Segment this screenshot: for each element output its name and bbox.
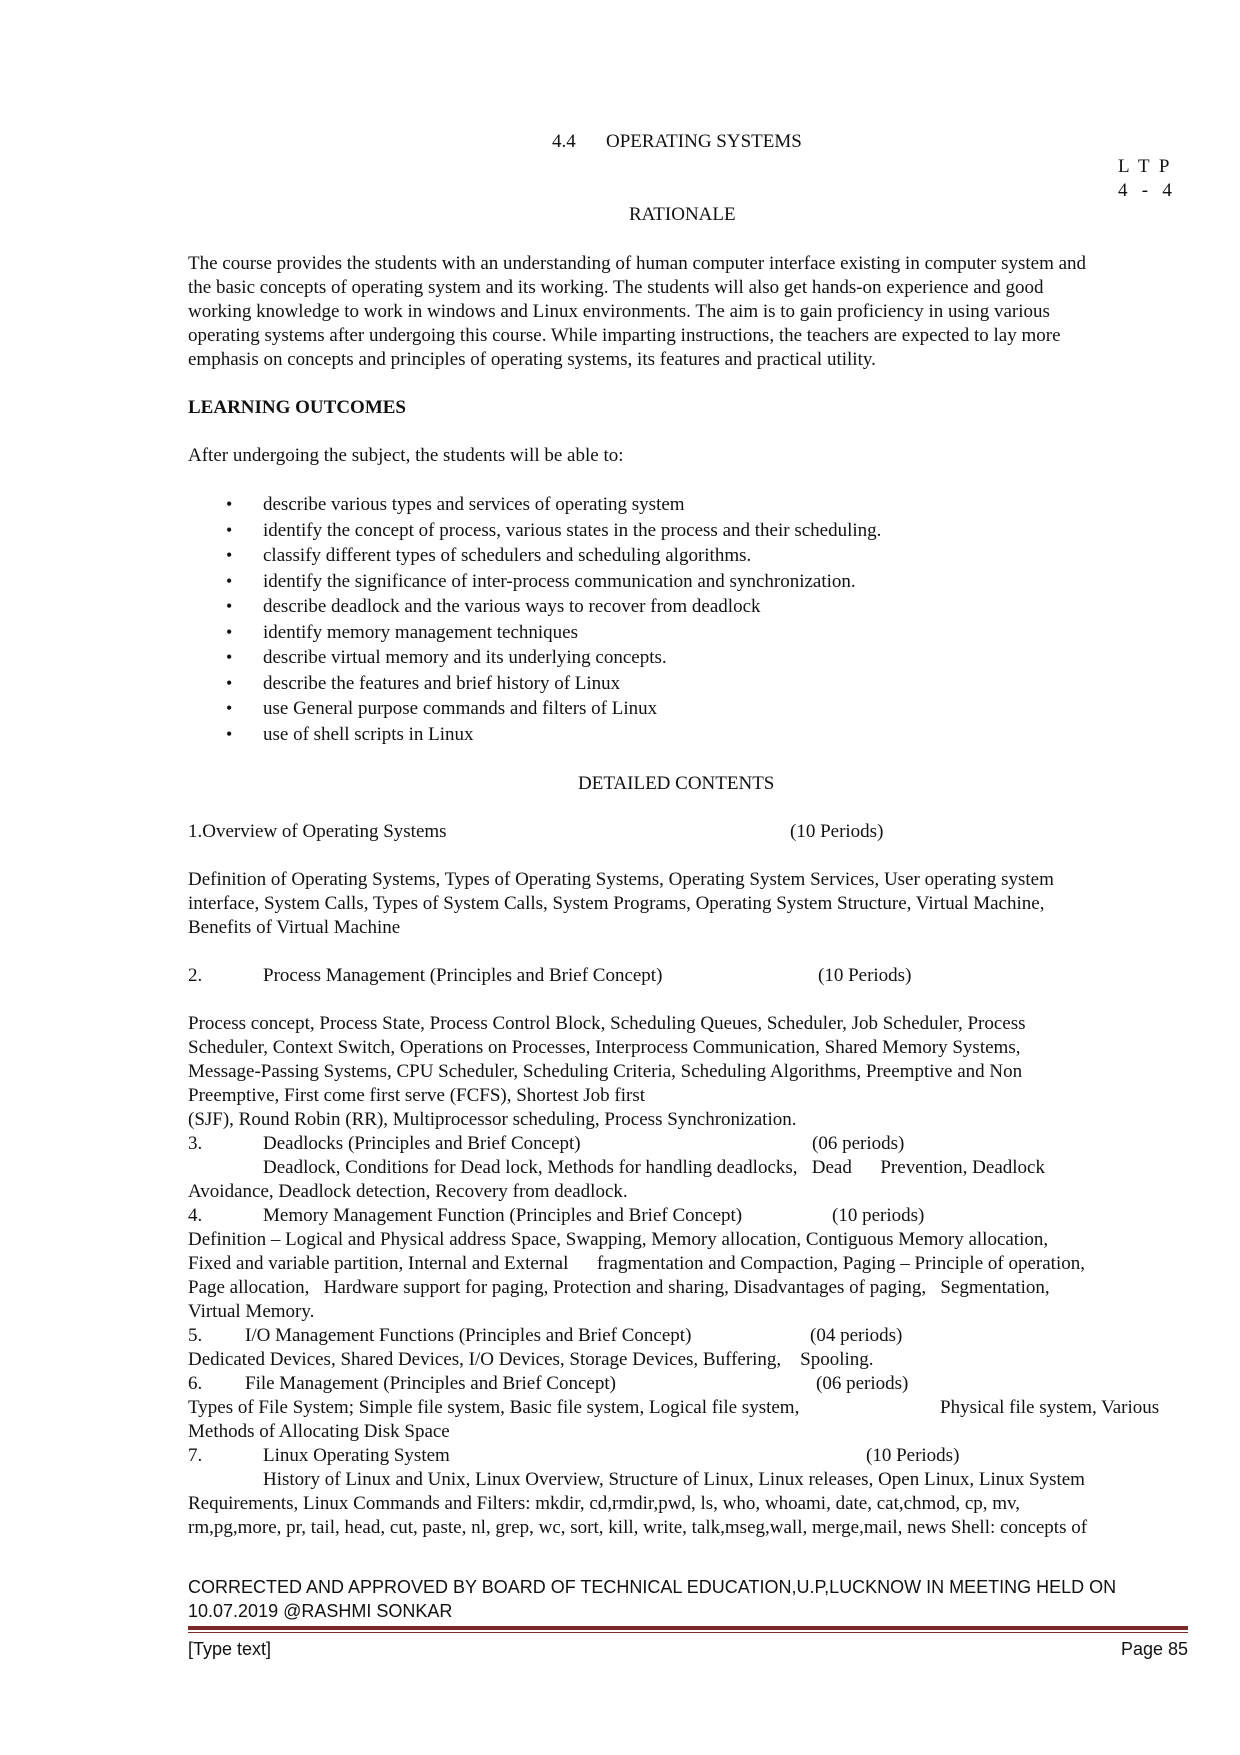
body-line: Virtual Memory. [188, 1301, 315, 1322]
learning-outcomes-intro: After undergoing the subject, the students will be able to: [188, 445, 624, 466]
page-number: Page 85 [1120, 1639, 1188, 1659]
section-1-title: 1.Overview of Operating Systems [188, 821, 447, 842]
rationale-heading: RATIONALE [629, 204, 736, 225]
section-3-number: 3. [188, 1133, 203, 1154]
section-4-periods: (10 periods) [832, 1205, 925, 1226]
list-item: • identify memory management techniques [188, 620, 881, 646]
body-line: Preemptive, First come first serve (FCFS), Shortest Job first [188, 1085, 646, 1106]
rationale-line: working knowledge to work in windows and Linux environments. The aim is to gain proficiency in using various [188, 301, 1050, 322]
section-5-line: Dedicated Devices, Shared Devices, I/O Devices, Storage Devices, Buffering, Spooling. [188, 1349, 874, 1370]
section-6-periods: (06 periods) [816, 1373, 909, 1394]
rationale-line: emphasis on concepts and principles of operating systems, its features and practical utility. [188, 349, 876, 370]
footer-rule [188, 1626, 1188, 1630]
section-title: OPERATING SYSTEMS [606, 131, 802, 152]
list-item: • identify the significance of inter-process communication and synchronization. [188, 569, 881, 595]
section-7-line: History of Linux and Unix, Linux Overview, Structure of Linux, Linux releases, Open Linux, Linux System [263, 1469, 1085, 1490]
learning-outcomes-heading: LEARNING OUTCOMES [188, 397, 406, 418]
section-7-number: 7. [188, 1445, 203, 1466]
body-line: interface, System Calls, Types of System Calls, System Programs, Operating System Structure, Virtual Machine, [188, 893, 1045, 914]
list-item: • describe deadlock and the various ways to recover from deadlock [188, 594, 881, 620]
list-item: • identify the concept of process, various states in the process and their scheduling. [188, 518, 881, 544]
learning-outcomes-list [188, 492, 881, 747]
section-3-title: Deadlocks (Principles and Brief Concept) [263, 1133, 581, 1154]
section-6-title: File Management (Principles and Brief Concept) [245, 1373, 616, 1394]
section-7-line: Requirements, Linux Commands and Filters: mkdir, cd,rmdir,pwd, ls, who, whoami, date, cat,chmod, cp, mv, [188, 1493, 1021, 1514]
rationale-line: The course provides the students with an understanding of human computer interface existing in computer system and [188, 253, 1087, 274]
rationale-line: operating systems after undergoing this course. While imparting instructions, the teachers are expected to lay more [188, 325, 1061, 346]
body-line: Message-Passing Systems, CPU Scheduler, Scheduling Criteria, Scheduling Algorithms, Preemptive and Non [188, 1061, 1023, 1082]
body-line: (SJF), Round Robin (RR), Multiprocessor scheduling, Process Synchronization. [188, 1109, 797, 1130]
rationale-line: the basic concepts of operating system and its working. The students will also get hands-on experience and good [188, 277, 1044, 298]
section-5-title: I/O Management Functions (Principles and Brief Concept) [245, 1325, 692, 1346]
list-item: • use General purpose commands and filters of Linux [188, 696, 881, 722]
body-line: Process concept, Process State, Process Control Block, Scheduling Queues, Scheduler, Job Scheduler, Process [188, 1013, 1026, 1034]
body-line: Benefits of Virtual Machine [188, 917, 401, 938]
section-4-body [188, 1228, 1188, 1324]
body-line: Definition – Logical and Physical address Space, Swapping, Memory allocation, Contiguous Memory allocation, [188, 1229, 1049, 1250]
section-2-periods: (10 Periods) [818, 965, 912, 986]
footer-rule [188, 1632, 1188, 1633]
section-3-periods: (06 periods) [812, 1133, 905, 1154]
list-item: • classify different types of schedulers and scheduling algorithms. [188, 543, 881, 569]
section-3-line: Deadlock, Conditions for Dead lock, Methods for handling deadlocks, Dead Prevention, Deadlock [263, 1157, 1045, 1178]
list-item: • describe various types and services of operating system [188, 492, 881, 518]
list-item: • describe virtual memory and its underlying concepts. [188, 645, 881, 671]
body-line: Definition of Operating Systems, Types of Operating Systems, Operating System Services, User operating system [188, 869, 1054, 890]
section-7-title: Linux Operating System [263, 1445, 450, 1466]
section-7-periods: (10 Periods) [866, 1445, 960, 1466]
list-item: • use of shell scripts in Linux [188, 722, 881, 748]
body-line: Fixed and variable partition, Internal and External fragmentation and Compaction, Paging – Principle of operation, [188, 1253, 1085, 1274]
ltp-values: 4 - 4 [1118, 180, 1172, 201]
section-2-body [188, 1012, 1188, 1132]
section-2-title: Process Management (Principles and Brief Concept) [263, 965, 663, 986]
section-1-body [188, 868, 1188, 940]
section-4-number: 4. [188, 1205, 203, 1226]
rationale-paragraph [188, 252, 1188, 372]
ltp-labels: L T P [1118, 156, 1170, 177]
list-item: • describe the features and brief history of Linux [188, 671, 881, 697]
section-6-line: Physical file system, Various [940, 1397, 1160, 1418]
approval-note-line: 10.07.2019 @RASHMI SONKAR [188, 1601, 453, 1621]
body-line: Page allocation, Hardware support for paging, Protection and sharing, Disadvantages of paging, Segmentation, [188, 1277, 1050, 1298]
section-number: 4.4 [552, 131, 576, 152]
detailed-contents-heading: DETAILED CONTENTS [578, 773, 775, 794]
section-2-number: 2. [188, 965, 203, 986]
section-5-number: 5. [188, 1325, 203, 1346]
section-6-number: 6. [188, 1373, 203, 1394]
section-4-title: Memory Management Function (Principles and Brief Concept) [263, 1205, 743, 1226]
approval-note-line: CORRECTED AND APPROVED BY BOARD OF TECHNICAL EDUCATION,U.P,LUCKNOW IN MEETING HELD ON [188, 1577, 1117, 1597]
footer-left-text: [Type text] [188, 1639, 272, 1659]
section-1-periods: (10 Periods) [790, 821, 884, 842]
section-3-line: Avoidance, Deadlock detection, Recovery from deadlock. [188, 1181, 628, 1202]
section-7-line: rm,pg,more, pr, tail, head, cut, paste, nl, grep, wc, sort, kill, write, talk,mseg,wall, merge,mail, news Shell: concepts of [188, 1517, 1088, 1538]
body-line: Scheduler, Context Switch, Operations on Processes, Interprocess Communication, Shared Memory Systems, [188, 1037, 1021, 1058]
section-6-line: Methods of Allocating Disk Space [188, 1421, 450, 1442]
section-5-periods: (04 periods) [810, 1325, 903, 1346]
section-6-line: Types of File System; Simple file system, Basic file system, Logical file system, [188, 1397, 800, 1418]
